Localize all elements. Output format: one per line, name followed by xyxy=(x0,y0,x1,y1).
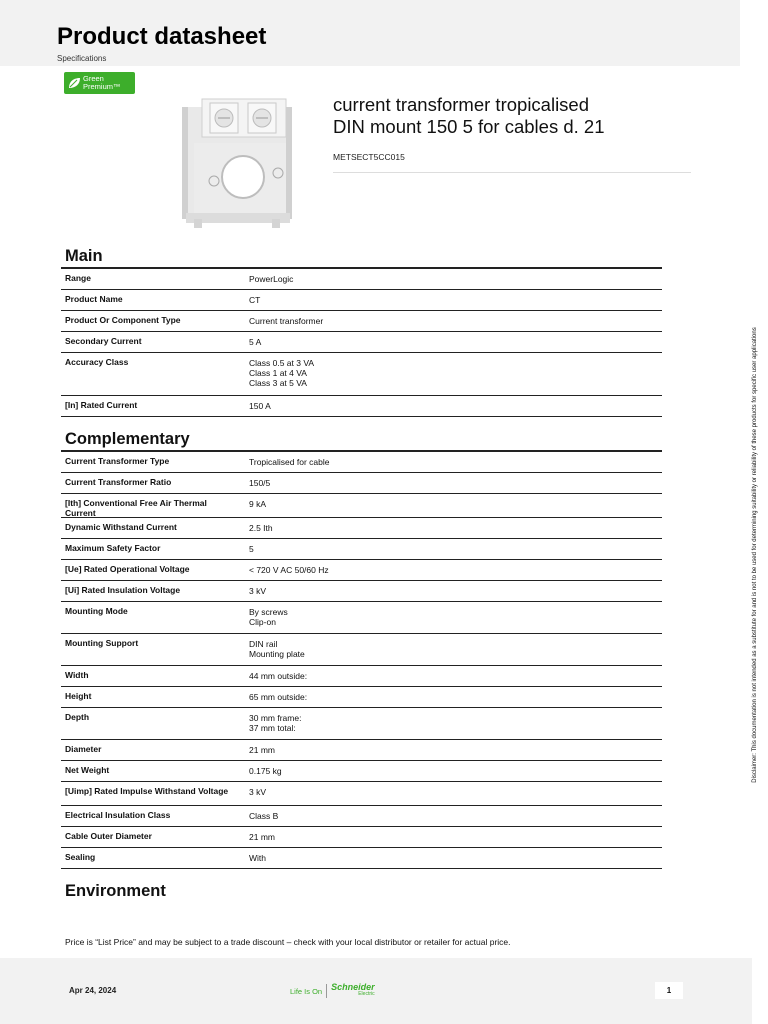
spec-value xyxy=(249,544,649,554)
spec-key: Maximum Safety Factor xyxy=(65,543,161,553)
spec-value xyxy=(249,457,649,467)
spec-row xyxy=(61,827,662,848)
spec-value xyxy=(249,316,649,326)
spec-value-line: Class 0.5 at 3 VA xyxy=(249,358,315,368)
spec-key: Cable Outer Diameter xyxy=(65,831,152,841)
disclaimer-text: Disclaimer: This documentation is not intended as a substitute for and is not to be used for determining suitability or reliability of these products for specific user applications xyxy=(752,327,758,783)
spec-value-line: < 720 V AC 50/60 Hz xyxy=(249,565,329,575)
spec-row xyxy=(61,806,662,827)
spec-key: Product Name xyxy=(65,294,123,304)
brand-schneider: Schneider xyxy=(331,982,375,992)
spec-value-line: 150/5 xyxy=(249,478,271,488)
page-title: Product datasheet xyxy=(57,23,267,50)
footer-date: Apr 24, 2024 xyxy=(69,986,117,995)
spec-value xyxy=(249,692,649,702)
spec-value-line: 37 mm total: xyxy=(249,723,296,733)
spec-value-line: 5 A xyxy=(249,337,262,347)
spec-value-line: DIN rail xyxy=(249,639,278,649)
spec-row xyxy=(61,602,662,634)
spec-value-line: Class 1 at 4 VA xyxy=(249,368,307,378)
green-premium-badge xyxy=(64,72,135,94)
spec-key: Height xyxy=(65,691,92,701)
spec-value-line: With xyxy=(249,853,266,863)
spec-key: Mounting Support xyxy=(65,638,139,648)
spec-value-line: 21 mm xyxy=(249,745,275,755)
spec-value xyxy=(249,401,649,411)
current-transformer-image xyxy=(180,95,300,230)
spec-row xyxy=(61,473,662,494)
spec-row xyxy=(61,560,662,581)
spec-value xyxy=(249,274,649,284)
spec-value xyxy=(249,832,649,842)
badge-line2: Premium xyxy=(83,82,114,91)
spec-row xyxy=(61,269,662,290)
spec-key: [Uimp] Rated Impulse Withstand Voltage xyxy=(65,786,229,796)
spec-value-line: 21 mm xyxy=(249,832,275,842)
spec-value-line: PowerLogic xyxy=(249,274,294,284)
spec-key: [Ith] Conventional Free Air Thermal Current xyxy=(65,498,207,518)
brand-name xyxy=(331,984,375,998)
spec-value-line: Class B xyxy=(249,811,279,821)
spec-row xyxy=(61,518,662,539)
spec-row xyxy=(61,581,662,602)
spec-key: Product Or Component Type xyxy=(65,315,181,325)
spec-table-main xyxy=(61,267,662,417)
spec-key: Width xyxy=(65,670,89,680)
spec-key: Net Weight xyxy=(65,765,110,775)
product-name-line1: current transformer tropicalised xyxy=(333,94,590,115)
spec-row xyxy=(61,666,662,687)
spec-value-line: 9 kA xyxy=(249,499,267,509)
spec-key: Range xyxy=(65,273,91,283)
spec-value-line: 5 xyxy=(249,544,254,554)
brand-electric: Electric xyxy=(358,991,375,997)
badge-line1: Green xyxy=(83,74,104,83)
page-subtitle: Specifications xyxy=(57,54,107,63)
spec-key: Mounting Mode xyxy=(65,606,128,616)
section-title-environment: Environment xyxy=(65,882,166,900)
spec-key: Dynamic Withstand Current xyxy=(65,522,177,532)
spec-value-line: 30 mm frame: xyxy=(249,713,302,723)
section-title-complementary: Complementary xyxy=(65,430,190,448)
spec-value xyxy=(249,358,649,388)
spec-value xyxy=(249,713,649,733)
spec-row xyxy=(61,782,662,806)
spec-value-line: 65 mm outside: xyxy=(249,692,308,702)
spec-key: Current Transformer Ratio xyxy=(65,477,172,487)
spec-row xyxy=(61,634,662,666)
spec-row xyxy=(61,452,662,473)
spec-key: [Ue] Rated Operational Voltage xyxy=(65,564,190,574)
spec-row xyxy=(61,494,662,518)
spec-value xyxy=(249,499,649,509)
spec-value xyxy=(249,639,649,659)
spec-row xyxy=(61,311,662,332)
spec-value xyxy=(249,337,649,347)
spec-value xyxy=(249,811,649,821)
disclaimer-vertical xyxy=(750,320,760,790)
spec-key: Current Transformer Type xyxy=(65,456,170,466)
product-name-line2: DIN mount 150 5 for cables d. 21 xyxy=(333,116,605,137)
spec-row xyxy=(61,687,662,708)
spec-value-line: Tropicalised for cable xyxy=(249,457,330,467)
price-footnote: Price is “List Price” and may be subject to a trade discount – check with your local distributor or retailer for actual price. xyxy=(65,937,511,947)
spec-value-line: 3 kV xyxy=(249,787,267,797)
logo-separator xyxy=(326,984,327,998)
spec-value xyxy=(249,671,649,681)
spec-row xyxy=(61,708,662,740)
spec-value xyxy=(249,565,649,575)
spec-row xyxy=(61,539,662,560)
spec-value-line: Class 3 at 5 VA xyxy=(249,378,307,388)
spec-key: Diameter xyxy=(65,744,102,754)
spec-value xyxy=(249,523,649,533)
spec-table-complementary xyxy=(61,450,662,869)
spec-value xyxy=(249,478,649,488)
product-divider xyxy=(333,172,691,173)
spec-value xyxy=(249,853,649,863)
spec-key: Electrical Insulation Class xyxy=(65,810,171,820)
spec-value xyxy=(249,295,649,305)
spec-key: Accuracy Class xyxy=(65,357,129,367)
spec-row xyxy=(61,761,662,782)
spec-row xyxy=(61,740,662,761)
badge-text xyxy=(83,75,121,91)
spec-value-line: 150 A xyxy=(249,401,271,411)
spec-row xyxy=(61,848,662,869)
spec-row xyxy=(61,353,662,396)
spec-row xyxy=(61,396,662,417)
spec-value xyxy=(249,586,649,596)
life-is-on-text: Life Is On xyxy=(290,986,323,996)
spec-key: Secondary Current xyxy=(65,336,142,346)
spec-key: Depth xyxy=(65,712,90,722)
spec-value-line: 0.175 kg xyxy=(249,766,282,776)
spec-row xyxy=(61,332,662,353)
page-number: 1 xyxy=(655,982,683,999)
schneider-logo xyxy=(290,984,375,998)
product-reference: METSECT5CC015 xyxy=(333,152,405,162)
spec-value-line: Mounting plate xyxy=(249,649,305,659)
spec-value-line: 44 mm outside: xyxy=(249,671,308,681)
spec-value xyxy=(249,745,649,755)
spec-key: [Ui] Rated Insulation Voltage xyxy=(65,585,181,595)
spec-value xyxy=(249,766,649,776)
spec-value-line: Current transformer xyxy=(249,316,324,326)
spec-value xyxy=(249,607,649,627)
spec-value-line: 3 kV xyxy=(249,586,267,596)
spec-value-line: Clip-on xyxy=(249,617,276,627)
section-title-main: Main xyxy=(65,247,103,265)
spec-value-line: By screws xyxy=(249,607,288,617)
badge-tm: ™ xyxy=(113,82,121,91)
leaf-icon xyxy=(67,77,81,89)
product-name xyxy=(333,94,693,138)
spec-row xyxy=(61,290,662,311)
spec-key: Sealing xyxy=(65,852,96,862)
spec-value xyxy=(249,787,649,797)
spec-key: [In] Rated Current xyxy=(65,400,138,410)
spec-value-line: 2.5 Ith xyxy=(249,523,273,533)
spec-value-line: CT xyxy=(249,295,261,305)
